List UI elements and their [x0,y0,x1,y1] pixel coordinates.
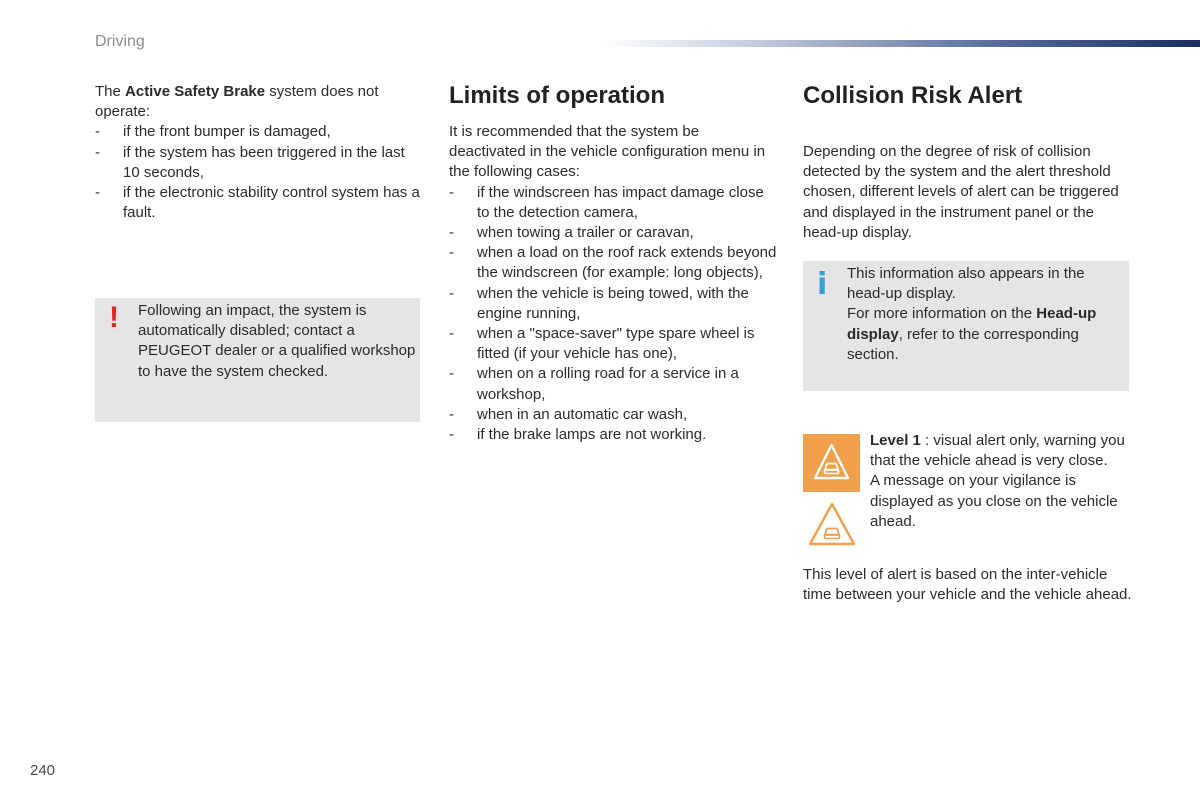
alert-basis-paragraph: This level of alert is based on the inter-vehicle time between your vehicle and the vehicle ahead. [803,566,1132,604]
list-item: - if the windscreen has impact damage close to the detection camera, [449,183,779,223]
list-item: - if the brake lamps are not working. [449,425,779,445]
intro-paragraph: It is recommended that the system be deactivated in the vehicle configuration menu in the following cases: [449,123,766,181]
level-1-description [870,431,1130,532]
list-item: - when a load on the roof rack extends beyond the windscreen (for example: long objects), [449,243,779,283]
info-line: This information also appears in the head-up display. [847,265,1085,303]
list-item: - if the front bumper is damaged, [95,122,425,142]
list-item: - when towing a trailer or caravan, [449,223,779,243]
section-label: Driving [95,33,145,50]
non-operation-list [95,122,425,223]
system-name: Active Safety Brake [125,83,266,100]
intro-paragraph: The Active Safety Brake system does not operate: [95,83,379,121]
column-collision-risk-alert [803,82,1133,243]
collision-alert-filled-icon [803,434,860,492]
page-number: 240 [30,762,56,779]
section-title: Limits of operation [449,82,665,109]
info-line: For more information on the Head-up display, refer to the corresponding section. [847,305,1097,363]
head-up-display-ref: Head-up display [847,305,1097,343]
vigilance-message-text: A message on your vigilance is displayed as you close on the vehicle ahead. [870,472,1118,530]
info-icon: i [817,267,828,302]
intro-paragraph: Depending on the degree of risk of collision detected by the system and the alert threshold chosen, different levels of alert can be triggered and displayed in the instrument panel or the head-up display. [803,143,1119,241]
level-1-text: Level 1 : visual alert only, warning you that the vehicle ahead is very close. [870,432,1125,470]
header-gradient-bar [600,40,1200,47]
list-item: - if the system has been triggered in the last 10 seconds, [95,143,425,183]
warning-note [95,298,420,422]
list-item: - when a "space-saver" type spare wheel is fitted (if your vehicle has one), [449,324,779,364]
column-operating-conditions [95,82,425,223]
list-item: - when on a rolling road for a service in a workshop, [449,364,779,404]
warning-text: Following an impact, the system is automatically disabled; contact a PEUGEOT dealer or a qualified workshop to have the system checked. [138,302,416,380]
column-limits-of-operation [449,82,779,445]
list-item: - when the vehicle is being towed, with the engine running, [449,284,779,324]
info-note [803,261,1129,391]
list-item: - if the electronic stability control system has a fault. [95,183,425,223]
exclamation-icon: ! [109,301,119,334]
level-1-label: Level 1 [870,432,921,449]
list-item: - when in an automatic car wash, [449,405,779,425]
section-title: Collision Risk Alert [803,82,1023,109]
deactivation-cases-list [449,183,779,446]
info-text [847,264,1122,365]
collision-alert-outline-icon [806,500,858,548]
